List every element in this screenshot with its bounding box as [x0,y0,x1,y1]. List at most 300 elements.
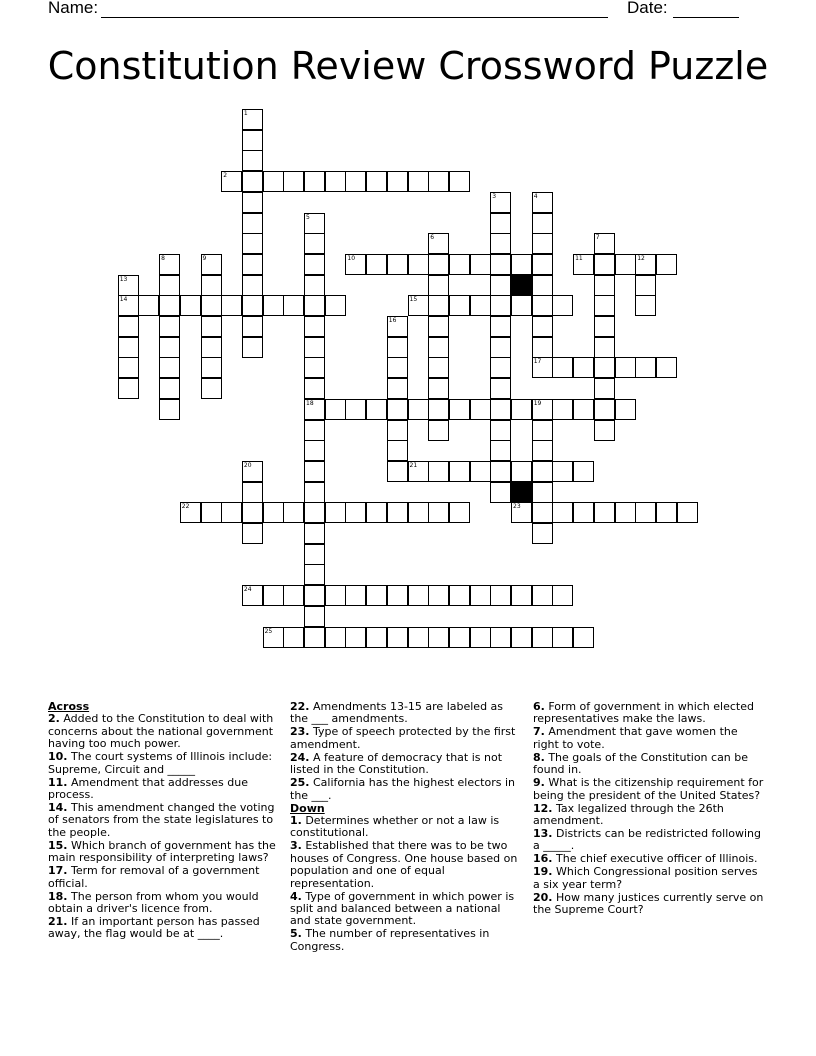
clue-number-label: 7. [533,725,545,739]
grid-cell[interactable] [449,295,470,316]
grid-cell[interactable] [490,233,511,254]
grid-cell[interactable] [180,502,201,523]
grid-cell[interactable] [449,399,470,420]
grid-cell[interactable] [304,275,325,296]
grid-cell[interactable] [594,502,615,523]
grid-cell[interactable] [635,502,656,523]
grid-cell[interactable] [387,502,408,523]
grid-cell[interactable] [532,192,553,213]
grid-cell[interactable] [511,461,532,482]
grid-cell[interactable] [449,171,470,192]
clue-item [290,752,522,777]
grid-cell[interactable] [552,357,573,378]
page-title: Constitution Review Crossword Puzzle [47,44,769,88]
grid-cell[interactable] [594,233,615,254]
clue-text: Form of government in which elected representatives make the laws. [533,700,754,726]
grid-cell[interactable] [118,378,139,399]
black-square [511,275,532,296]
grid-cell[interactable] [408,399,429,420]
grid-cell[interactable] [532,357,553,378]
grid-cell[interactable] [573,627,594,648]
clue-number-label: 9. [533,776,545,790]
grid-cell[interactable] [532,316,553,337]
grid-cell[interactable] [573,502,594,523]
clue-text: Tax legalized through the 26th amendment. [533,801,724,828]
grid-cell[interactable] [615,502,636,523]
grid-cell[interactable] [201,337,222,358]
grid-cell[interactable] [408,171,429,192]
grid-cell[interactable] [490,192,511,213]
grid-cell[interactable] [304,357,325,378]
grid-cell[interactable] [428,420,449,441]
grid-cell[interactable] [263,171,284,192]
grid-cell[interactable] [118,275,139,296]
grid-cell[interactable] [552,627,573,648]
grid-cell[interactable] [408,461,429,482]
grid-cell[interactable] [159,399,180,420]
clue-number: 24 [243,586,252,594]
grid-cell[interactable] [325,295,346,316]
grid-cell[interactable] [490,627,511,648]
date-label: Date: [627,0,668,17]
clue-number: 8 [161,254,165,262]
clue-number: 12 [637,254,645,262]
grid-cell[interactable] [490,295,511,316]
clue-text: The chief executive officer of Illinois. [552,852,758,866]
clue-item [533,726,765,751]
grid-cell[interactable] [180,295,201,316]
clue-number-label: 10. [48,750,68,764]
grid-cell[interactable] [325,399,346,420]
grid-cell[interactable] [159,357,180,378]
clue-item [290,701,522,726]
grid-cell[interactable] [408,627,429,648]
grid-cell[interactable] [325,502,346,523]
clue-text: What is the citizenship requirement for being the president of the United States? [533,776,764,802]
grid-cell[interactable] [304,564,325,585]
grid-cell[interactable] [532,399,553,420]
grid-cell[interactable] [490,213,511,234]
grid-cell[interactable] [304,171,325,192]
grid-cell[interactable] [387,337,408,358]
grid-cell[interactable] [532,420,553,441]
grid-cell[interactable] [532,254,553,275]
grid-cell[interactable] [490,316,511,337]
clue-number: 16 [388,317,397,324]
clues-column-2 [290,701,522,954]
grid-cell[interactable] [201,254,222,275]
grid-cell[interactable] [242,461,263,482]
clue-number: 7 [595,234,600,242]
grid-cell[interactable] [304,585,325,606]
grid-cell[interactable] [263,502,284,523]
clue-number: 5 [306,213,310,221]
grid-cell[interactable] [387,627,408,648]
grid-cell[interactable] [428,254,449,275]
grid-cell[interactable] [118,295,139,316]
grid-cell[interactable] [635,295,656,316]
grid-cell[interactable] [594,399,615,420]
grid-cell[interactable] [325,171,346,192]
grid-cell[interactable] [387,461,408,482]
grid-cell[interactable] [490,399,511,420]
black-square [511,482,532,503]
grid-cell[interactable] [283,502,304,523]
clue-text: The number of representatives in Congress. [290,927,490,953]
grid-cell[interactable] [304,295,325,316]
grid-cell[interactable] [304,461,325,482]
grid-cell[interactable] [490,254,511,275]
grid-cell[interactable] [263,585,284,606]
clue-item [533,701,765,726]
grid-cell[interactable] [594,275,615,296]
clue-text: The goals of the Constitution can be found in. [533,750,749,777]
grid-cell[interactable] [325,627,346,648]
grid-cell[interactable] [573,357,594,378]
grid-cell[interactable] [490,378,511,399]
grid-cell[interactable] [118,316,139,337]
grid-cell[interactable] [159,316,180,337]
clue-text: Amendment that addresses due process. [48,775,248,802]
grid-cell[interactable] [242,150,263,171]
grid-cell[interactable] [594,337,615,358]
grid-cell[interactable] [304,420,325,441]
grid-cell[interactable] [345,627,366,648]
grid-cell[interactable] [656,254,677,275]
grid-cell[interactable] [304,482,325,503]
grid-cell[interactable] [201,316,222,337]
grid-cell[interactable] [532,585,553,606]
clue-item [533,853,765,865]
grid-cell[interactable] [201,275,222,296]
grid-cell[interactable] [428,502,449,523]
grid-cell[interactable] [470,254,491,275]
grid-cell[interactable] [532,213,553,234]
grid-cell[interactable] [304,233,325,254]
grid-cell[interactable] [470,399,491,420]
grid-cell[interactable] [159,378,180,399]
clue-number-label: 3. [290,839,302,853]
grid-cell[interactable] [345,502,366,523]
grid-cell[interactable] [387,420,408,441]
grid-cell[interactable] [221,295,242,316]
grid-cell[interactable] [490,585,511,606]
grid-cell[interactable] [242,109,263,130]
grid-cell[interactable] [532,627,553,648]
grid-cell[interactable] [366,171,387,192]
grid-cell[interactable] [511,254,532,275]
grid-cell[interactable] [532,482,553,503]
grid-cell[interactable] [573,399,594,420]
clue-text: Term for removal of a government official. [48,864,260,890]
grid-cell[interactable] [532,502,553,523]
grid-cell[interactable] [387,171,408,192]
grid-cell[interactable] [304,627,325,648]
grid-cell[interactable] [449,627,470,648]
clue-item [48,865,280,890]
grid-cell[interactable] [449,254,470,275]
clue-text: A feature of democracy that is not listed in the Constitution. [290,750,503,777]
grid-cell[interactable] [387,357,408,378]
grid-cell[interactable] [159,295,180,316]
grid-cell[interactable] [552,461,573,482]
grid-cell[interactable] [490,420,511,441]
grid-cell[interactable] [594,254,615,275]
clue-item [48,751,280,776]
grid-cell[interactable] [470,295,491,316]
grid-cell[interactable] [366,502,387,523]
grid-cell[interactable] [201,378,222,399]
grid-cell[interactable] [656,502,677,523]
grid-cell[interactable] [490,275,511,296]
grid-cell[interactable] [449,461,470,482]
clue-number-label: 2. [48,712,60,726]
grid-cell[interactable] [201,502,222,523]
grid-cell[interactable] [263,627,284,648]
grid-cell[interactable] [366,399,387,420]
grid-cell[interactable] [201,295,222,316]
grid-cell[interactable] [283,627,304,648]
clue-item [290,891,522,928]
clue-item [48,840,280,865]
grid-cell[interactable] [304,378,325,399]
grid-cell[interactable] [345,254,366,275]
grid-cell[interactable] [511,399,532,420]
clue-number-label: 24. [290,750,310,764]
grid-cell[interactable] [221,502,242,523]
clue-item [290,815,522,840]
grid-cell[interactable] [304,523,325,544]
clue-number-label: 22. [290,700,310,713]
grid-cell[interactable] [428,316,449,337]
grid-cell[interactable] [594,316,615,337]
grid-cell[interactable] [428,337,449,358]
grid-cell[interactable] [345,585,366,606]
clue-number: 11 [575,254,583,262]
clue-item [48,713,280,750]
clue-number: 23 [513,503,521,511]
across-clue-list [48,713,280,940]
grid-cell[interactable] [532,233,553,254]
clue-number-label: 4. [290,889,302,903]
grid-cell[interactable] [573,461,594,482]
grid-cell[interactable] [428,399,449,420]
grid-cell[interactable] [511,585,532,606]
grid-cell[interactable] [345,171,366,192]
grid-cell[interactable] [201,357,222,378]
grid-cell[interactable] [325,585,346,606]
grid-cell[interactable] [470,461,491,482]
grid-cell[interactable] [263,295,284,316]
grid-cell[interactable] [159,275,180,296]
grid-cell[interactable] [615,357,636,378]
grid-cell[interactable] [242,585,263,606]
clue-number: 3 [492,192,497,200]
grid-cell[interactable] [532,523,553,544]
clue-item [48,802,280,839]
grid-cell[interactable] [490,461,511,482]
clue-number-label: 21. [48,915,68,929]
grid-cell[interactable] [449,585,470,606]
grid-cell[interactable] [242,213,263,234]
grid-cell[interactable] [159,337,180,358]
grid-cell[interactable] [304,213,325,234]
grid-cell[interactable] [552,295,573,316]
grid-cell[interactable] [118,357,139,378]
grid-cell[interactable] [366,585,387,606]
grid-cell[interactable] [490,337,511,358]
clue-item [290,777,522,802]
grid-cell[interactable] [242,254,263,275]
grid-cell[interactable] [428,233,449,254]
grid-cell[interactable] [552,399,573,420]
grid-cell[interactable] [532,461,553,482]
grid-cell[interactable] [387,585,408,606]
clue-item [533,803,765,828]
clue-number: 18 [306,399,314,407]
clue-number-label: 23. [290,725,310,739]
grid-cell[interactable] [221,171,242,192]
grid-cell[interactable] [677,502,698,523]
clue-item [533,777,765,802]
grid-cell[interactable] [408,254,429,275]
grid-cell[interactable] [242,523,263,544]
grid-cell[interactable] [387,316,408,337]
clue-item [533,866,765,891]
grid-cell[interactable] [428,357,449,378]
grid-cell[interactable] [304,502,325,523]
grid-cell[interactable] [635,357,656,378]
grid-cell[interactable] [242,316,263,337]
grid-cell[interactable] [532,295,553,316]
grid-cell[interactable] [118,337,139,358]
grid-cell[interactable] [490,357,511,378]
clue-number: 14 [119,296,128,304]
grid-cell[interactable] [594,420,615,441]
grid-cell[interactable] [594,357,615,378]
grid-cell[interactable] [428,295,449,316]
grid-cell[interactable] [387,378,408,399]
grid-cell[interactable] [242,275,263,296]
grid-cell[interactable] [138,295,159,316]
grid-cell[interactable] [242,295,263,316]
grid-cell[interactable] [242,192,263,213]
grid-cell[interactable] [366,627,387,648]
grid-cell[interactable] [304,337,325,358]
clue-item [290,840,522,890]
grid-cell[interactable] [283,585,304,606]
grid-cell[interactable] [449,502,470,523]
clue-number: 13 [119,275,128,283]
clue-number-label: 18. [48,889,68,903]
down-clue-list [290,815,522,953]
clue-text: Which branch of government has the main responsibility of interpreting laws? [48,838,276,865]
grid-cell[interactable] [242,337,263,358]
clue-item [290,928,522,953]
across-clue-list-continued [290,701,522,802]
grid-cell[interactable] [304,316,325,337]
grid-cell[interactable] [242,171,263,192]
grid-cell[interactable] [428,275,449,296]
grid-cell[interactable] [490,440,511,461]
grid-cell[interactable] [304,399,325,420]
clue-number-label: 15. [48,838,68,852]
grid-cell[interactable] [594,378,615,399]
grid-cell[interactable] [552,585,573,606]
grid-cell[interactable] [366,254,387,275]
grid-cell[interactable] [532,337,553,358]
grid-cell[interactable] [511,627,532,648]
grid-cell[interactable] [594,295,615,316]
grid-cell[interactable] [490,482,511,503]
down-heading: Down [290,801,325,815]
across-heading: Across [48,700,90,713]
clue-item [48,916,280,941]
grid-cell[interactable] [428,627,449,648]
grid-cell[interactable] [532,440,553,461]
grid-cell[interactable] [304,254,325,275]
clue-item [290,726,522,751]
clues-column-3 [533,701,765,917]
grid-cell[interactable] [242,502,263,523]
grid-cell[interactable] [408,585,429,606]
grid-cell[interactable] [387,254,408,275]
clue-text: Districts can be redistricted following a _____. [533,827,762,853]
grid-cell[interactable] [242,482,263,503]
grid-cell[interactable] [387,440,408,461]
clue-text: This amendment changed the voting of senators from the state legislatures to the people. [48,801,275,839]
grid-cell[interactable] [387,399,408,420]
grid-cell[interactable] [656,357,677,378]
clue-number-label: 8. [533,750,545,764]
grid-cell[interactable] [615,254,636,275]
clue-text: The court systems of Illinois include: Supreme, Circuit and _____ [48,750,273,776]
clue-number-label: 14. [48,801,68,815]
clue-text: The person from whom you would obtain a driver's licence from. [48,889,259,916]
grid-cell[interactable] [408,295,429,316]
grid-cell[interactable] [159,254,180,275]
grid-cell[interactable] [304,606,325,627]
grid-cell[interactable] [470,585,491,606]
grid-cell[interactable] [242,233,263,254]
grid-cell[interactable] [428,461,449,482]
grid-cell[interactable] [573,254,594,275]
clue-number: 21 [409,461,418,469]
grid-cell[interactable] [283,295,304,316]
grid-cell[interactable] [635,254,656,275]
grid-cell[interactable] [511,502,532,523]
grid-cell[interactable] [304,440,325,461]
grid-cell[interactable] [242,130,263,151]
grid-cell[interactable] [532,275,553,296]
clue-number: 19 [533,399,542,407]
clue-item [48,891,280,916]
clue-number-label: 1. [290,814,302,828]
grid-cell[interactable] [428,171,449,192]
grid-cell[interactable] [304,544,325,565]
grid-cell[interactable] [428,585,449,606]
grid-cell[interactable] [615,399,636,420]
clue-text: Established that there was to be two houses of Congress. One house based on population and one of equal representation. [290,839,518,890]
grid-cell[interactable] [345,399,366,420]
grid-cell[interactable] [552,502,573,523]
grid-cell[interactable] [635,275,656,296]
grid-cell[interactable] [408,502,429,523]
grid-cell[interactable] [511,295,532,316]
grid-cell[interactable] [428,378,449,399]
grid-cell[interactable] [470,627,491,648]
grid-cell[interactable] [283,171,304,192]
